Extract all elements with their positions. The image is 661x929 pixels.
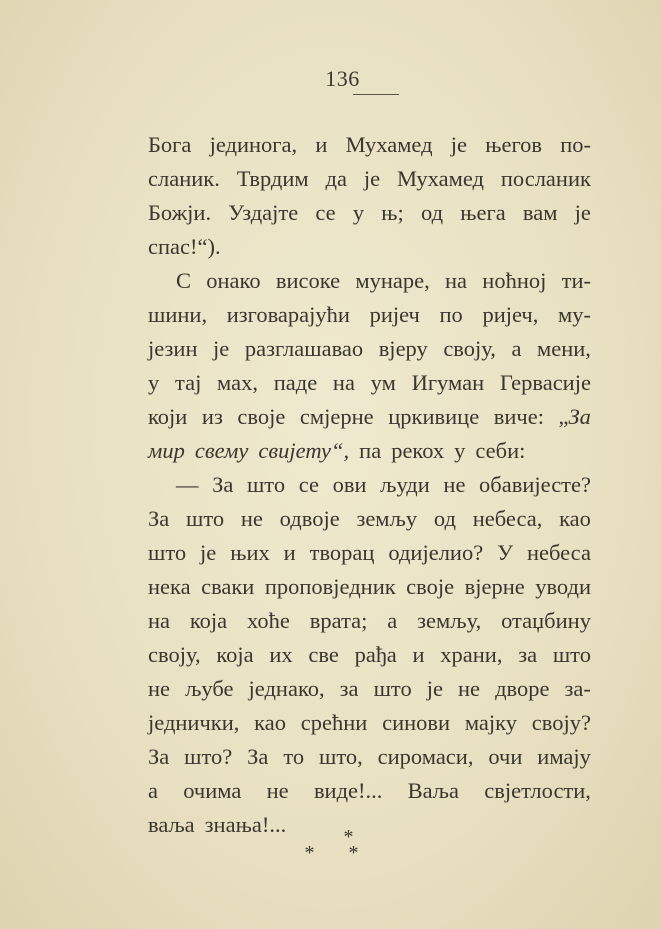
text-line: своју, која их све рађа и храни, за што (148, 642, 591, 667)
text-line: нека сваки проповједник своје вјерне уводи (148, 574, 591, 599)
text-line: у тај мах, паде на ум Игуман Гервасије (148, 370, 591, 395)
text-line: што је њих и творац одијелио? У небеса (148, 540, 591, 565)
body-text (148, 128, 591, 842)
text-line: језин је разглашавао вјеру своју, а мени, (148, 336, 591, 361)
text-line: С онако високе мунаре, на ноћној ти- (176, 268, 591, 293)
text-line: Бога јединога, и Мухамед је његов по- (148, 132, 591, 157)
text-line: Божји. Уздајте се у њ; од њега вам је (148, 200, 591, 225)
text-line: мир свему свијету“, па рекох у себи: (148, 438, 526, 463)
text-line: За што? За то што, сиромаси, очи имају (148, 744, 591, 769)
text-line: једнички, као срећни синови мајку своју? (148, 710, 591, 735)
text-line: сланик. Тврдим да је Мухамед посланик (148, 166, 591, 191)
text-line: а очима не виде!... Ваља свјетлости, (148, 778, 591, 803)
section-ornament-top: * (343, 826, 354, 848)
text-line: шини, изговарајући ријеч по ријеч, му- (148, 302, 591, 327)
page-number-rule (353, 94, 399, 95)
text-line: ваља знања!... (148, 812, 287, 837)
text-line: — За што се ови људи не обавијесте? (176, 472, 591, 497)
page-number: 136 (325, 66, 360, 91)
text-line: који из своје смјерне цркивице виче: „За (148, 404, 591, 429)
text-line: на која хоће врата; а земљу, отаџбину (148, 608, 591, 633)
section-ornament-bottom: ** (304, 842, 393, 864)
text-line: спас!“). (148, 234, 221, 259)
text-line: За што не одвоје земљу од небеса, као (148, 506, 591, 531)
text-line: не љубе једнако, за што је не дворе за- (148, 676, 591, 701)
